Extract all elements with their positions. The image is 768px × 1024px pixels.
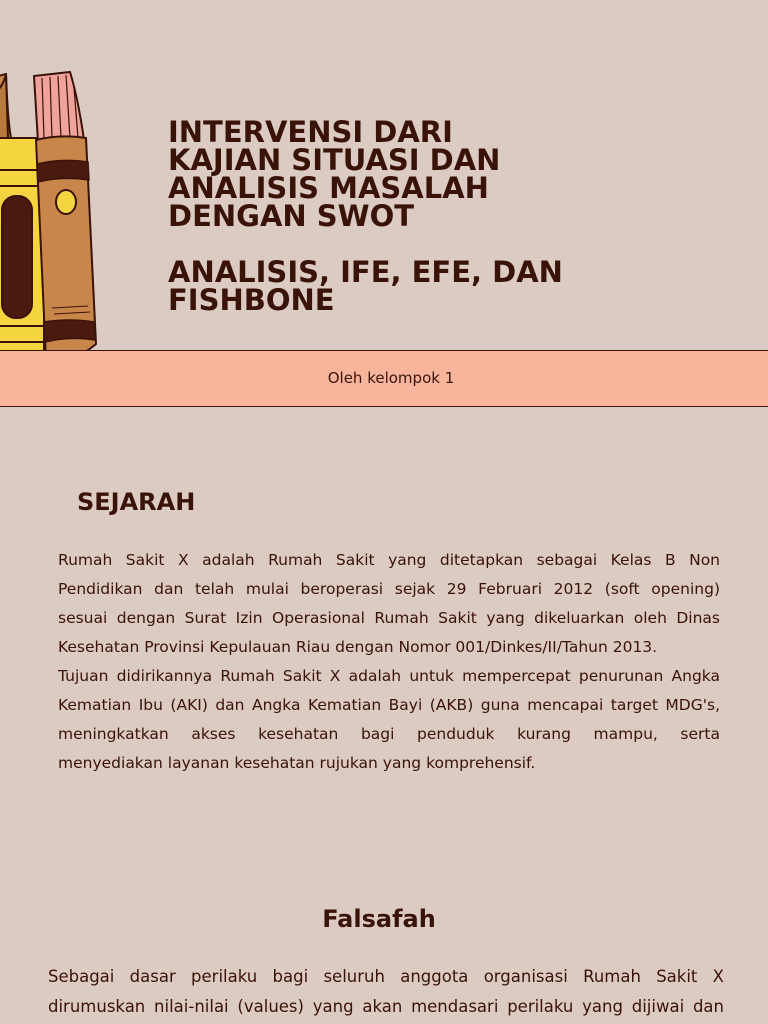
paragraph-line: Tujuan didirikannya Rumah Sakit X adalah untuk mempercepat penurunan Angka xyxy=(58,667,720,685)
title-line: DENGAN SWOT xyxy=(168,199,415,233)
paragraph-line: meningkatkan akses kesehatan bagi penduduk kurang mampu, serta xyxy=(58,725,720,743)
paragraph-line: Sebagai dasar perilaku bagi seluruh anggota organisasi Rumah Sakit X xyxy=(48,967,724,986)
subtitle-line: ANALISIS, IFE, EFE, DAN xyxy=(168,255,563,289)
subtitle-line: FISHBONE xyxy=(168,283,335,317)
paragraph-line: Rumah Sakit X adalah Rumah Sakit yang ditetapkan sebagai Kelas B Non xyxy=(58,551,720,569)
page-title xyxy=(168,115,728,317)
title-line: KAJIAN SITUASI DAN xyxy=(168,143,501,177)
author-text: Oleh kelompok 1 xyxy=(327,369,455,387)
paragraph-line: Kematian Ibu (AKI) dan Angka Kematian Bayi (AKB) guna mencapai target MDG's, xyxy=(58,696,720,714)
title-line: INTERVENSI DARI xyxy=(168,115,453,149)
paragraph-line: Kesehatan Provinsi Kepulauan Riau dengan Nomor 001/Dinkes/II/Tahun 2013. xyxy=(58,638,658,656)
paragraph-line: Pendidikan dan telah mulai beroperasi sejak 29 Februari 2012 (soft opening) xyxy=(58,580,720,598)
paragraph-line: dirumuskan nilai-nilai (values) yang akan mendasari perilaku yang dijiwai dan xyxy=(48,997,724,1016)
books-illustration-icon xyxy=(0,68,104,368)
sejarah-heading: SEJARAH xyxy=(77,488,196,516)
paragraph-line: sesuai dengan Surat Izin Operasional Rumah Sakit yang dikeluarkan oleh Dinas xyxy=(58,609,720,627)
falsafah-paragraph xyxy=(48,962,724,1022)
title-line: ANALISIS MASALAH xyxy=(168,171,489,205)
paragraph-line: menyediakan layanan kesehatan rujukan yang komprehensif. xyxy=(58,754,536,772)
falsafah-heading: Falsafah xyxy=(322,905,436,933)
sejarah-paragraph xyxy=(58,546,720,778)
